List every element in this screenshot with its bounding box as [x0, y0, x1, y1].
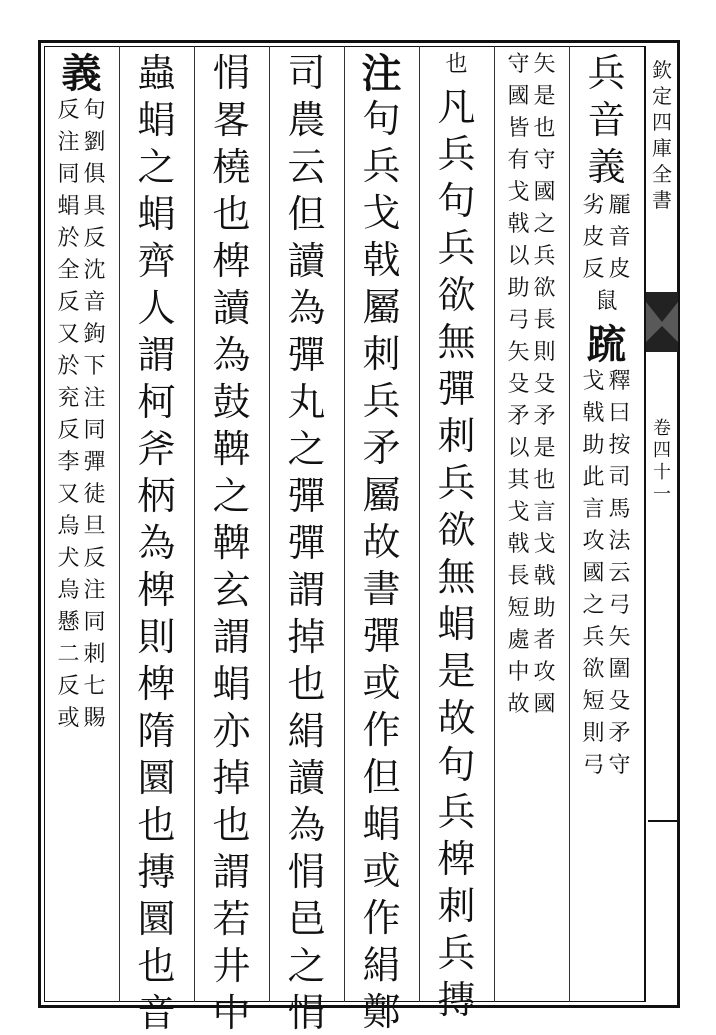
annotation-char: 也 — [533, 116, 556, 141]
text-char: 彈 — [287, 333, 326, 377]
annotation-char: 李 — [57, 450, 80, 475]
text-char: 兵 — [437, 931, 476, 975]
text-char: 椑 — [437, 837, 476, 881]
annotation-char: 之 — [533, 212, 556, 237]
text-char: 兵 — [437, 226, 476, 270]
annotation-char: 反 — [582, 257, 605, 282]
annotation-char: 法 — [608, 529, 631, 554]
text-char: 圜 — [137, 756, 176, 800]
annotation-char: 矢 — [507, 340, 530, 365]
annotation-subcolumn — [609, 195, 631, 291]
title-char: 四 — [652, 110, 672, 134]
text-char: 刺 — [362, 332, 401, 376]
annotation-char: 言 — [582, 497, 605, 522]
annotation-char: 烏 — [57, 578, 80, 603]
annotation-char: 弓 — [507, 308, 530, 333]
title-char: 全 — [652, 162, 672, 186]
text-char: 中 — [212, 991, 251, 1035]
text-char: 謂 — [212, 850, 251, 894]
text-column — [119, 51, 194, 1035]
text-char: 兵 — [437, 461, 476, 505]
annotation-char: 是 — [533, 84, 556, 109]
annotation-char: 弓 — [582, 753, 605, 778]
annotation-char: 曰 — [608, 401, 631, 426]
section-marker: 䟽 — [586, 321, 627, 368]
annotation-char: 賜 — [83, 706, 106, 731]
annotation-char: 於 — [57, 354, 80, 379]
annotation-subcolumn — [84, 100, 106, 740]
text-column — [344, 50, 419, 1034]
annotation-char: 守 — [507, 52, 530, 77]
text-char: 鼓 — [212, 380, 251, 424]
text-char: 故 — [362, 520, 401, 564]
text-char: 也 — [212, 192, 251, 236]
annotation-char: 又 — [57, 322, 80, 347]
annotation-pair — [57, 100, 105, 740]
text-char: 圜 — [137, 897, 176, 941]
annotation-char: 國 — [533, 692, 556, 717]
text-char: 為 — [287, 286, 326, 330]
annotation-char: 殳 — [533, 372, 556, 397]
annotation-char: 或 — [57, 706, 80, 731]
annotation-char: 旦 — [83, 514, 106, 539]
annotation-char: 其 — [507, 468, 530, 493]
text-char: 悁 — [212, 51, 251, 95]
text-char: 鞞 — [212, 521, 251, 565]
text-char: 為 — [287, 803, 326, 847]
annotation-char: 反 — [57, 290, 80, 315]
annotation-char: 兵 — [582, 625, 605, 650]
text-char: 齊 — [137, 239, 176, 283]
text-char: 欲 — [437, 508, 476, 552]
annotation-char: 兖 — [57, 386, 80, 411]
text-char: 丸 — [287, 380, 326, 424]
text-char: 悁 — [287, 850, 326, 894]
column-rule — [569, 46, 570, 1002]
annotation-char: 反 — [57, 418, 80, 443]
fish-tail-ornament-icon — [646, 292, 678, 352]
annotation-char: 戈 — [582, 369, 605, 394]
text-char: 句 — [362, 97, 401, 141]
annotation-char: 俱 — [83, 162, 106, 187]
annotation-char: 刺 — [83, 642, 106, 667]
text-char: 也 — [137, 803, 176, 847]
annotation-char: 反 — [83, 546, 106, 571]
annotation-char: 注 — [83, 578, 106, 603]
text-char: 也 — [212, 803, 251, 847]
annotation-char: 二 — [57, 642, 80, 667]
text-char: 也 — [287, 662, 326, 706]
text-char: 謂 — [137, 333, 176, 377]
annotation-char: 矛 — [608, 721, 631, 746]
text-char: 作 — [362, 708, 401, 752]
text-char: 彈 — [287, 521, 326, 565]
volume-char: 一 — [653, 484, 671, 505]
annotation-char: 戟 — [582, 401, 605, 426]
title-char: 定 — [652, 84, 672, 108]
annotation-char: 短 — [507, 596, 530, 621]
annotation-char: 弓 — [608, 593, 631, 618]
text-char: 掉 — [287, 615, 326, 659]
annotation-char: 按 — [608, 433, 631, 458]
text-char: 柄 — [137, 474, 176, 518]
text-char: 或 — [362, 661, 401, 705]
annotation-char: 戈 — [507, 180, 530, 205]
annotation-char: 言 — [533, 500, 556, 525]
text-char: 鞞 — [212, 427, 251, 471]
text-char: 橈 — [212, 145, 251, 189]
annotation-char: 殳 — [608, 689, 631, 714]
annotation-subcolumn — [582, 195, 604, 291]
text-char: 無 — [437, 320, 476, 364]
text-char: 讀 — [287, 239, 326, 283]
annotation-char: 同 — [83, 610, 106, 635]
column-rule — [194, 46, 195, 1002]
text-char: 謂 — [287, 568, 326, 612]
text-char: 兵 — [437, 790, 476, 834]
column-rule — [419, 46, 420, 1002]
annotation-subcolumn — [582, 371, 604, 787]
text-char: 彈 — [287, 474, 326, 518]
annotation-char: 懸 — [57, 610, 80, 635]
section-marker: 義 — [61, 50, 102, 97]
annotation-char: 處 — [507, 628, 530, 653]
volume-number — [648, 420, 676, 508]
annotation-char: 之 — [582, 593, 605, 618]
annotation-char: 國 — [533, 180, 556, 205]
text-char: 之 — [287, 944, 326, 988]
annotation-char: 司 — [608, 465, 631, 490]
annotation-char: 是 — [533, 436, 556, 461]
annotation-subcolumn — [507, 54, 529, 726]
text-char: 但 — [287, 192, 326, 236]
volume-char: 十 — [653, 462, 671, 483]
text-char: 則 — [137, 615, 176, 659]
text-char: 蟲 — [137, 51, 176, 95]
annotation-char: 同 — [83, 418, 106, 443]
annotation-char: 釋 — [608, 369, 631, 394]
annotation-char: 以 — [507, 244, 530, 269]
annotation-char: 國 — [507, 84, 530, 109]
text-char: 兵 — [437, 132, 476, 176]
text-char: 絹 — [287, 709, 326, 753]
text-char: 讀 — [212, 286, 251, 330]
text-char: 之 — [212, 474, 251, 518]
text-char: 亦 — [212, 709, 251, 753]
annotation-char: 於 — [57, 226, 80, 251]
text-char: 刺 — [437, 414, 476, 458]
text-char: 句 — [437, 179, 476, 223]
annotation-char: 又 — [57, 482, 80, 507]
annotation-char: 龎 — [608, 193, 631, 218]
annotation-char: 戈 — [507, 500, 530, 525]
annotation-char: 劉 — [83, 130, 106, 155]
annotation-char: 劣 — [582, 193, 605, 218]
annotation-char: 助 — [582, 433, 605, 458]
annotation-char: 皮 — [582, 225, 605, 250]
annotation-char: 則 — [582, 721, 605, 746]
annotation-char: 皆 — [507, 116, 530, 141]
annotation-char: 殳 — [507, 372, 530, 397]
text-char: 柯 — [137, 380, 176, 424]
annotation-char: 具 — [83, 194, 106, 219]
annotation-char: 烏 — [57, 514, 80, 539]
text-column — [44, 50, 119, 994]
text-char: 鄭 — [362, 990, 401, 1034]
volume-char: 卷 — [653, 418, 671, 439]
text-char: 凡 — [437, 85, 476, 129]
annotation-pair — [582, 195, 630, 291]
annotation-char: 長 — [533, 308, 556, 333]
text-char: 井 — [212, 944, 251, 988]
annotation-char: 音 — [608, 225, 631, 250]
text-char: 蜎 — [437, 602, 476, 646]
title-char: 欽 — [652, 58, 672, 82]
text-char: 蜎 — [137, 98, 176, 142]
text-char: 絹 — [362, 943, 401, 987]
text-char: 之 — [287, 427, 326, 471]
column-rule — [269, 46, 270, 1002]
annotation-char: 注 — [83, 386, 106, 411]
annotation-char: 音 — [83, 290, 106, 315]
text-char: 鼠 — [595, 289, 618, 314]
annotation-char: 故 — [507, 692, 530, 717]
annotation-pair — [582, 371, 630, 787]
annotation-char: 圍 — [608, 657, 631, 682]
text-char: 蜎 — [212, 662, 251, 706]
annotation-char: 此 — [582, 465, 605, 490]
annotation-char: 戈 — [533, 532, 556, 557]
annotation-char: 矛 — [507, 404, 530, 429]
text-char: 為 — [137, 521, 176, 565]
annotation-char: 以 — [507, 436, 530, 461]
text-char: 為 — [212, 333, 251, 377]
text-char: 云 — [287, 145, 326, 189]
annotation-char: 馬 — [608, 497, 631, 522]
text-char: 彈 — [362, 614, 401, 658]
annotation-char: 助 — [507, 276, 530, 301]
text-column — [269, 51, 344, 1035]
annotation-char: 欲 — [533, 276, 556, 301]
text-char: 刺 — [437, 884, 476, 928]
text-char: 之 — [137, 145, 176, 189]
annotation-char: 戟 — [507, 532, 530, 557]
text-char: 屬 — [362, 473, 401, 517]
annotation-char: 七 — [83, 674, 106, 699]
text-char: 戟 — [362, 238, 401, 282]
annotation-char: 守 — [533, 148, 556, 173]
annotation-char: 戟 — [507, 212, 530, 237]
annotation-char: 矢 — [533, 52, 556, 77]
text-column — [194, 51, 269, 1035]
text-char: 音 — [137, 991, 176, 1035]
text-char: 矛 — [362, 426, 401, 470]
text-char: 椑 — [137, 662, 176, 706]
annotation-char: 守 — [608, 753, 631, 778]
margin-tick — [648, 820, 678, 822]
annotation-subcolumn — [534, 54, 556, 726]
text-char: 掉 — [212, 756, 251, 800]
annotation-char: 反 — [57, 98, 80, 123]
text-char: 音 — [587, 98, 626, 142]
annotation-char: 沈 — [83, 258, 106, 283]
text-char: 人 — [137, 286, 176, 330]
annotation-subcolumn — [609, 371, 631, 787]
annotation-char: 長 — [507, 564, 530, 589]
annotation-char: 欲 — [582, 657, 605, 682]
annotation-char: 有 — [507, 148, 530, 173]
annotation-subcolumn — [57, 100, 79, 740]
annotation-char: 國 — [582, 561, 605, 586]
text-char: 句 — [437, 743, 476, 787]
column-rule — [494, 46, 495, 1002]
annotation-char: 同 — [57, 162, 80, 187]
book-title — [648, 60, 676, 216]
text-char: 摶 — [137, 850, 176, 894]
text-char: 邑 — [287, 897, 326, 941]
text-column — [494, 54, 569, 994]
text-char: 蜎 — [137, 192, 176, 236]
text-char: 書 — [362, 567, 401, 611]
text-char: 農 — [287, 98, 326, 142]
annotation-pair — [507, 54, 555, 726]
annotation-char: 矛 — [533, 404, 556, 429]
annotation-char: 矢 — [608, 625, 631, 650]
text-char: 若 — [212, 897, 251, 941]
column-rule — [344, 46, 345, 1002]
text-column — [569, 51, 644, 994]
annotation-char: 助 — [533, 596, 556, 621]
text-char: 椑 — [212, 239, 251, 283]
text-char: 悁 — [287, 991, 326, 1035]
annotation-char: 句 — [83, 98, 106, 123]
text-char: 隋 — [137, 709, 176, 753]
text-char: 玄 — [212, 568, 251, 612]
annotation-char: 則 — [533, 340, 556, 365]
annotation-char: 中 — [507, 660, 530, 685]
text-char: 作 — [362, 896, 401, 940]
section-marker: 注 — [361, 50, 402, 97]
annotation-char: 戟 — [533, 564, 556, 589]
text-char: 但 — [362, 755, 401, 799]
text-char: 屬 — [362, 285, 401, 329]
text-char: 斧 — [137, 427, 176, 471]
text-char: 蜎 — [362, 802, 401, 846]
annotation-char: 兵 — [533, 244, 556, 269]
annotation-char: 全 — [57, 258, 80, 283]
annotation-char: 彈 — [83, 450, 106, 475]
text-char: 或 — [362, 849, 401, 893]
text-char: 欲 — [437, 273, 476, 317]
text-char: 讀 — [287, 756, 326, 800]
annotation-char: 攻 — [533, 660, 556, 685]
annotation-char: 反 — [83, 226, 106, 251]
annotation-char: 者 — [533, 628, 556, 653]
text-char: 義 — [587, 145, 626, 189]
text-char: 摶 — [437, 978, 476, 1022]
text-char: 是 — [437, 649, 476, 693]
text-char: 無 — [437, 555, 476, 599]
text-char: 畧 — [212, 98, 251, 142]
text-char: 兵 — [362, 144, 401, 188]
text-column — [419, 52, 494, 1022]
annotation-char: 注 — [57, 130, 80, 155]
annotation-char: 鉤 — [83, 322, 106, 347]
annotation-char: 下 — [83, 354, 106, 379]
annotation-char: 也 — [533, 468, 556, 493]
annotation-char: 犬 — [57, 546, 80, 571]
annotation-char: 反 — [57, 674, 80, 699]
text-char: 兵 — [362, 379, 401, 423]
volume-char: 四 — [653, 440, 671, 461]
text-char: 兵 — [587, 51, 626, 95]
annotation-char: 短 — [582, 689, 605, 714]
annotation-char: 皮 — [608, 257, 631, 282]
column-rule — [119, 46, 120, 1002]
text-char: 也 — [137, 944, 176, 988]
text-char: 故 — [437, 696, 476, 740]
annotation-char: 云 — [608, 561, 631, 586]
annotation-char: 蜎 — [57, 194, 80, 219]
title-char: 書 — [652, 188, 672, 212]
text-char: 謂 — [212, 615, 251, 659]
annotation-char: 攻 — [582, 529, 605, 554]
text-char: 戈 — [362, 191, 401, 235]
text-char: 椑 — [137, 568, 176, 612]
annotation-char: 徒 — [83, 482, 106, 507]
text-char: 彈 — [437, 367, 476, 411]
text-char: 司 — [287, 51, 326, 95]
text-char: 也 — [445, 52, 468, 77]
title-char: 庫 — [652, 136, 672, 160]
